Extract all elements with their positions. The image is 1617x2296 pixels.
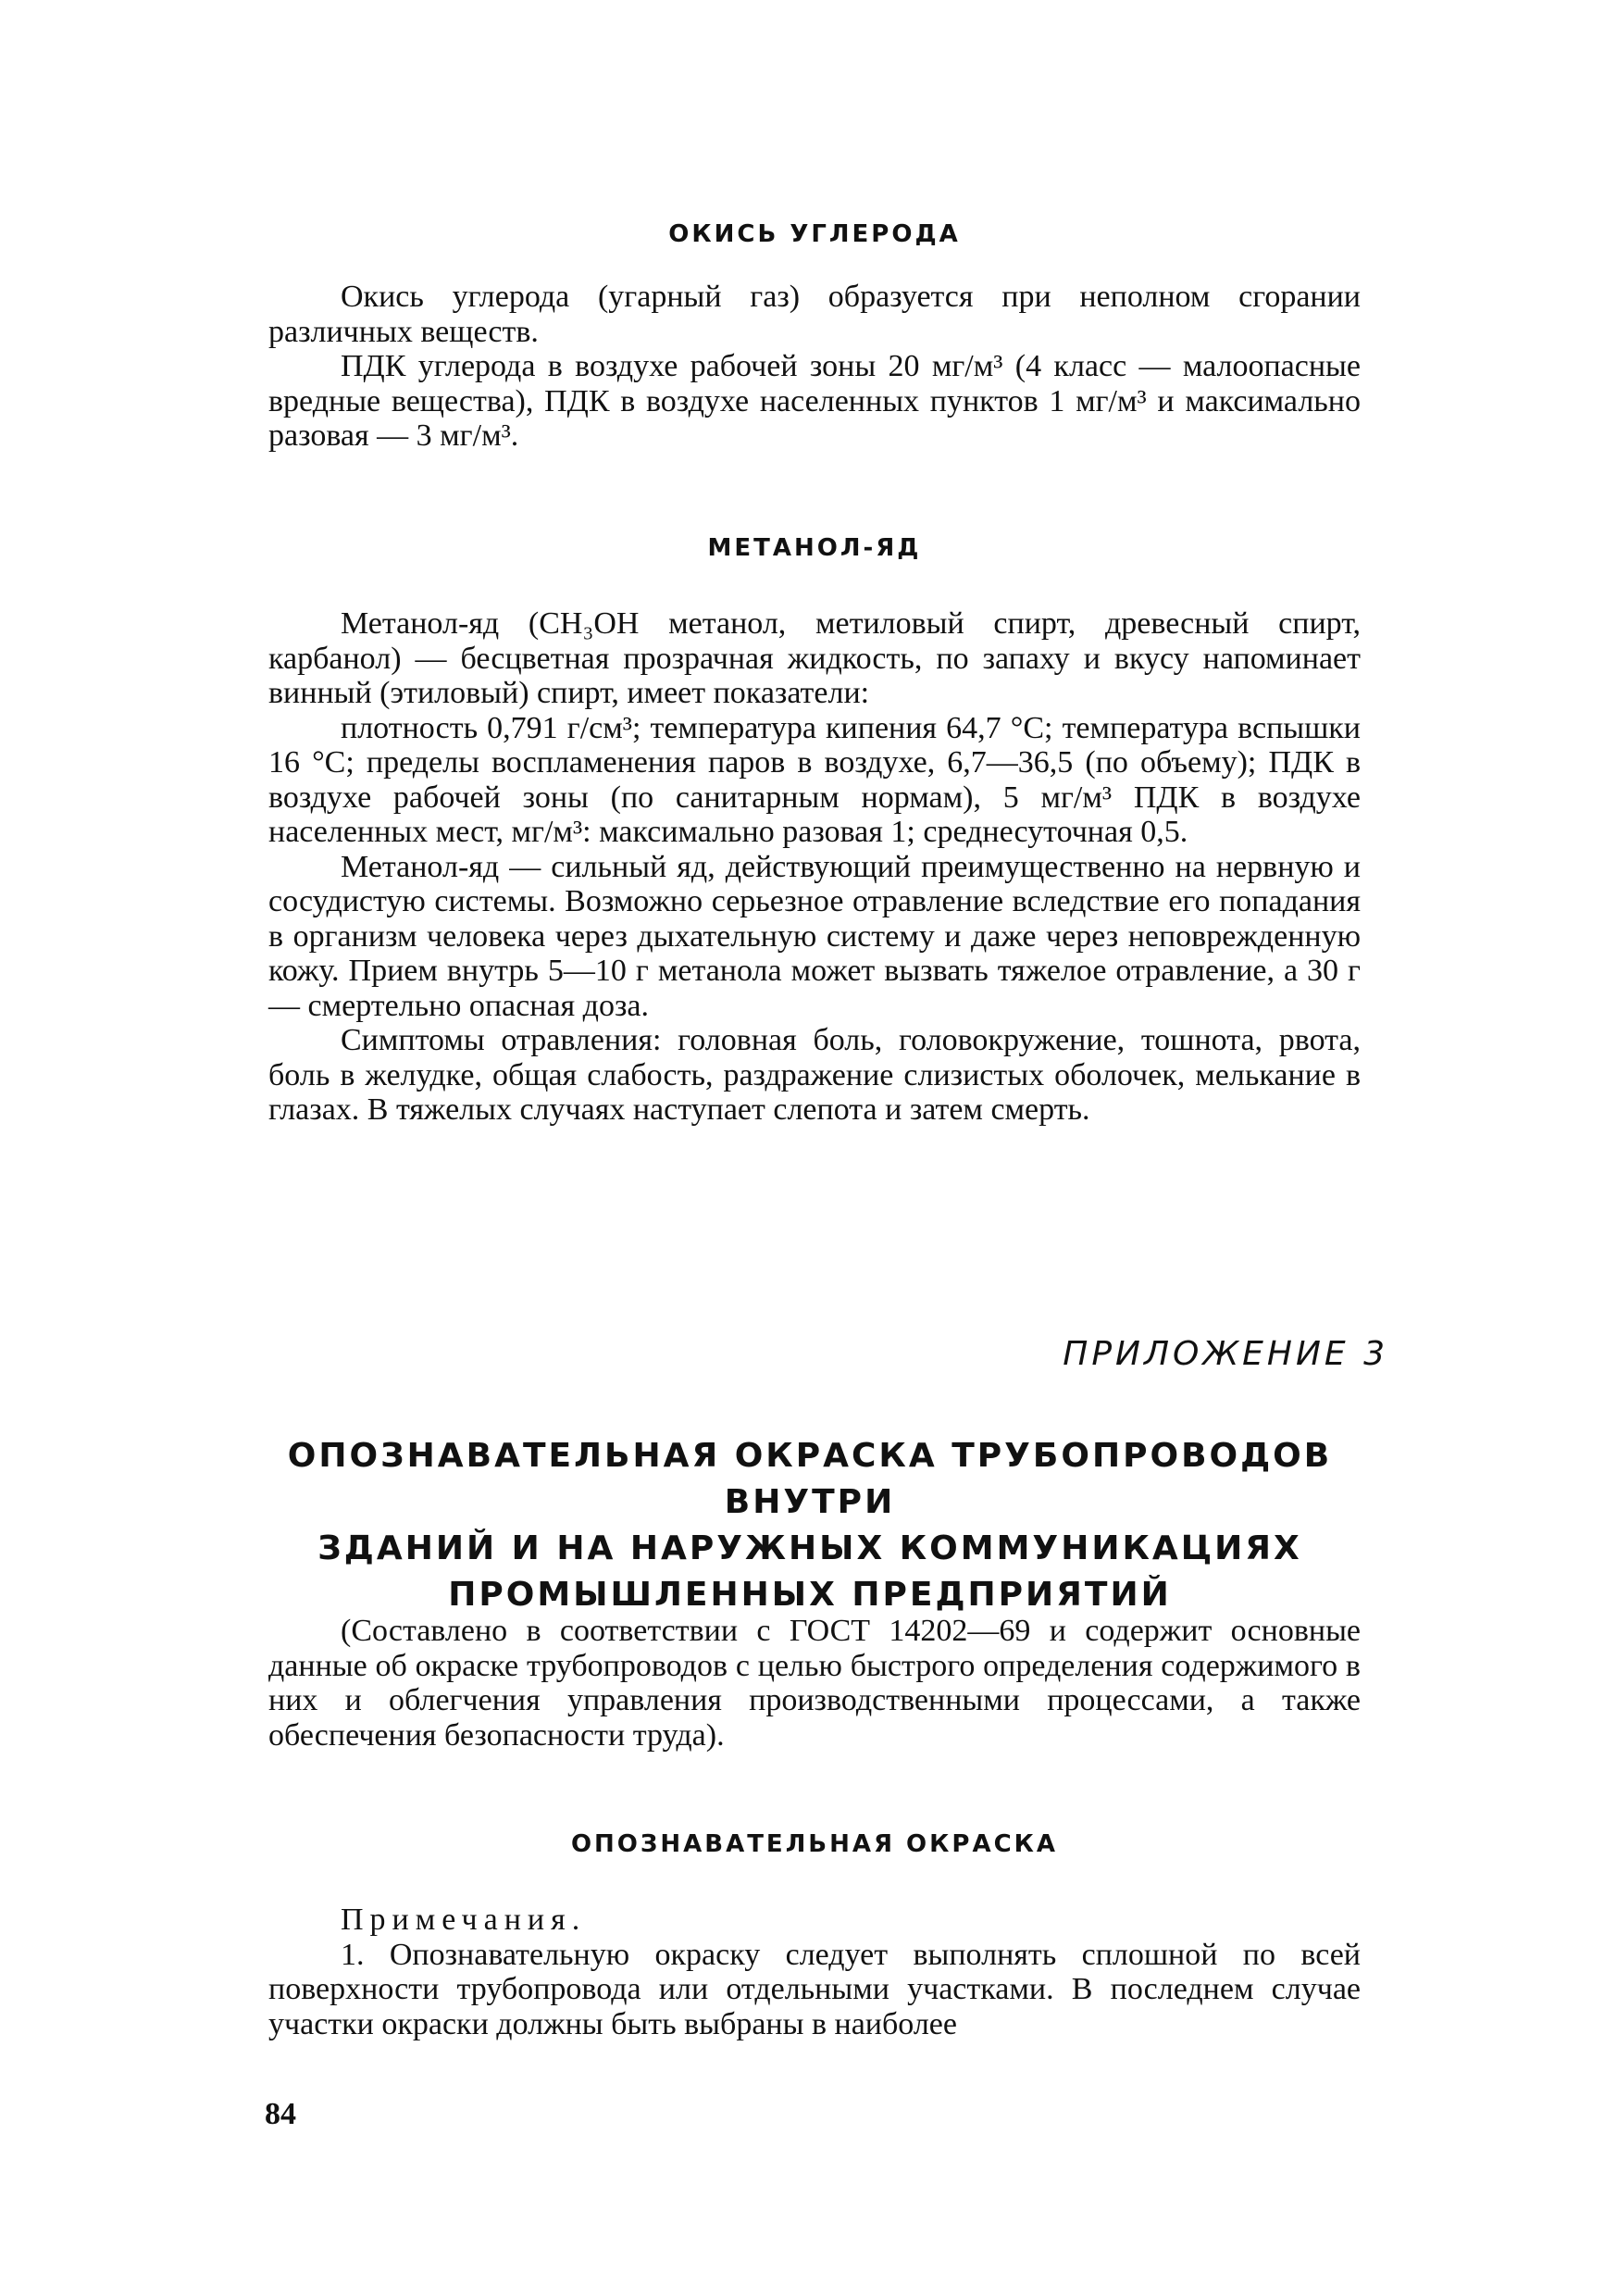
paragraph: Метанол-яд — сильный яд, действующий преимущественно на нервную и сосудистую системы. Возможно серьезное отравление вследствие его попадания в организм человека через дыхательную систему и даже через неповрежденную кожу. Прием внутрь 5—10 г метанола может вызвать тяжелое отравление, а 30 г — смертельно опасная доза. [268, 849, 1361, 1023]
paragraph: Окись углерода (угарный газ) образуется при неполном сгорании различных веществ. [268, 280, 1361, 349]
appendix-title-line: ПРОМЫШЛЕННЫХ ПРЕДПРИЯТИЙ [448, 1576, 1172, 1614]
paragraph: (Составлено в соответствии с ГОСТ 14202—69 и содержит основные данные об окраске трубопроводов с целью быстрого определения содержимого в них и облегчения управления производственными процессами, а также обеспечения безопасности труда). [268, 1614, 1361, 1753]
appendix-label: ПРИЛОЖЕНИЕ 3 [1063, 1335, 1388, 1373]
methanol-text [268, 606, 1361, 1128]
note-item: 1. Опознавательную окраску следует выполнять сплошной по всей поверхности трубопровода или отдельными участками. В последнем случае участки окраски должны быть выбраны в наиболее [268, 1937, 1361, 2041]
section-heading-methanol: МЕТАНОЛ-ЯД [707, 534, 922, 562]
appendix-title-line: ОПОЗНАВАТЕЛЬНАЯ ОКРАСКА ТРУБОПРОВОДОВ ВНУТРИ [287, 1437, 1333, 1521]
notes-text [268, 1903, 1361, 2041]
paragraph: Симптомы отравления: головная боль, головокружение, тошнота, рвота, боль в желудке, общая слабость, раздражение слизистых оболочек, мелькание в глазах. В тяжелых случаях наступает слепота и затем смерть. [268, 1023, 1361, 1127]
page-number: 84 [265, 2097, 296, 2131]
paragraph: плотность 0,791 г/см³; температура кипения 64,7 °С; температура вспышки 16 °С; пределы воспламенения паров в воздухе, 6,7—36,5 (по объему); ПДК в воздухе рабочей зоны (по санитарным нормам), 5 мг/м³ ПДК в воздухе населенных мест, мг/м³: максимально разовая 1; среднесуточная 0,5. [268, 710, 1361, 849]
appendix-intro [268, 1614, 1361, 1753]
section-heading-carbon-monoxide: ОКИСЬ УГЛЕРОДА [668, 220, 961, 248]
carbon-monoxide-text [268, 280, 1361, 454]
appendix-title [250, 1433, 1370, 1618]
paragraph: Метанол-яд (CH₃OH метанол, метиловый спирт, древесный спирт, карбанол) — бесцветная прозрачная жидкость, по запаху и вкусу напоминает винный (этиловый) спирт, имеет показатели: [268, 606, 1361, 710]
section-heading-identification-coloring: ОПОЗНАВАТЕЛЬНАЯ ОКРАСКА [570, 1830, 1059, 1858]
notes-label: Примечания. [341, 1903, 587, 1937]
paragraph: ПДК углерода в воздухе рабочей зоны 20 мг/м³ (4 класс — малоопасные вредные вещества), ПДК в воздухе населенных пунктов 1 мг/м³ и максимально разовая — 3 мг/м³. [268, 349, 1361, 453]
appendix-title-line: ЗДАНИЙ И НА НАРУЖНЫХ КОММУНИКАЦИЯХ [317, 1529, 1302, 1567]
